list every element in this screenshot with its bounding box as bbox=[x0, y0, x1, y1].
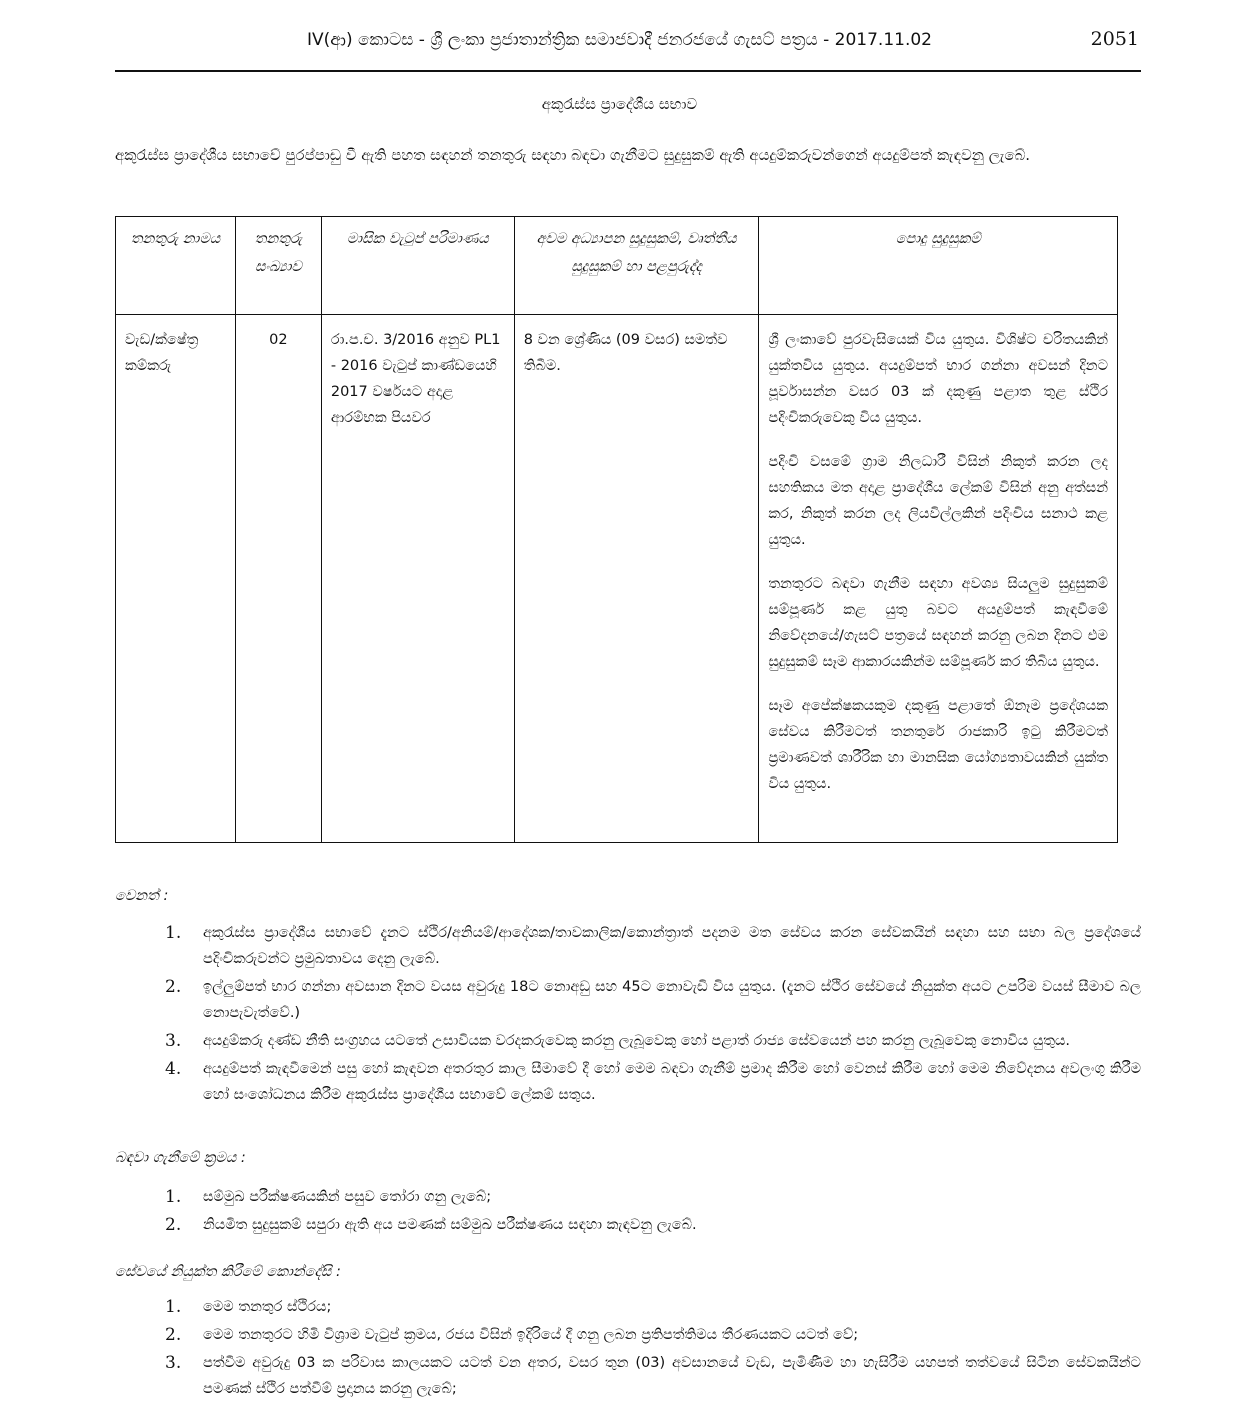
intro-paragraph: අකුරැස්ස ප්‍රාදේශීය සභාවේ පුරප්පාඩු වී ඇති පහත සඳහන් තනතුරු සඳහා බඳවා ගැනීමට සුදුසුකම් ඇති අයදුම්කරුවන්ගෙන් අයදුම්පත් කැඳවනු ලැබේ. bbox=[115, 146, 1031, 164]
cell-post-count: 02 bbox=[235, 315, 321, 843]
item-text: නියමිත සුදුසුකම් සපුරා ඇති අය පමණක් සම්මුඛ පරීක්ෂණය සඳහා කැඳවනු ලැබේ. bbox=[203, 1217, 697, 1233]
list-item bbox=[165, 1350, 1141, 1402]
header-qualifications: අවම අධ්‍යාපන සුදුසුකම්, වෘත්තීය සුදුසුකම් හා පළපුරුද්ද bbox=[514, 217, 759, 315]
table-header-row bbox=[116, 217, 1118, 315]
cell-general-qualifications bbox=[759, 315, 1118, 843]
list-item bbox=[165, 1294, 1141, 1320]
general-qualification-paragraph: තනතුරට බඳවා ගැනීම සඳහා අවශ්‍ය සියලුම සුදුසුකම් සම්පූර්ණ කළ යුතු බවට අයදුම්පත් කැඳවීමේ නිවේදනයේ/ගැසට් පත්‍රයේ සඳහන් කරනු ලබන දිනට එම සුදුසුකම් සෑම ආකාරයකින්ම සම්පූර්ණ කර තිබිය යුතුය. bbox=[768, 576, 1108, 670]
header-general-qualifications: පොදු සුදුසුකම් bbox=[759, 217, 1118, 315]
list-item bbox=[165, 1028, 1141, 1054]
item-text: ඉල්ලුම්පත් භාර ගන්නා අවසාන දිනට වයස අවුරුදු 18ට නොඅඩු සහ 45ට නොවැඩි විය යුතුය. (දැනට ස්ථිර සේවයේ නියුක්ත අයට උපරිම වයස් සීමාව බල නොපැවැත්වේ.) bbox=[203, 979, 1141, 1021]
item-number: 3. bbox=[165, 1353, 182, 1373]
item-number: 1. bbox=[165, 923, 182, 943]
item-text: අයදුම්කරු දණ්ඩ නීති සංග්‍රහය යටතේ උසාවියක වරදකරුවෙකු කරනු ලැබූවෙකු හෝ පළාත් රාජ්‍ය සේවයෙන් පහ කරනු ලැබූවෙකු නොවිය යුතුය. bbox=[203, 1033, 1071, 1049]
item-number: 4. bbox=[165, 1059, 182, 1079]
list-item bbox=[165, 1322, 1141, 1348]
item-number: 2. bbox=[165, 1325, 182, 1345]
recruitment-list bbox=[165, 1184, 1141, 1240]
list-item bbox=[165, 974, 1141, 1026]
list-item bbox=[165, 1212, 1141, 1238]
general-qualification-paragraph: ශ්‍රී ලංකාවේ පුරවැසියෙක් විය යුතුය. විශිෂ්ට චරිතයකින් යුක්තවිය යුතුය. අයදුම්පත් භාර ගන්නා අවසන් දිනට පූර්වාසන්න වසර 03 ක් දකුණු පළාත තුළ ස්ථිර පදිංචිකරුවෙකු විය යුතුය. bbox=[768, 332, 1108, 426]
other-heading: වෙනත් : bbox=[115, 888, 169, 904]
item-number: 3. bbox=[165, 1031, 182, 1051]
list-item bbox=[165, 1056, 1141, 1108]
conditions-list bbox=[165, 1294, 1141, 1404]
cell-salary-scale: රා.ප.ච. 3/2016 අනුව PL1 - 2016 වැටුප් කාණ්ඩයෙහි 2017 වර්ෂයට අදාළ ආරම්භක පියවර bbox=[321, 315, 514, 843]
section-title: අකුරැස්ස ප්‍රාදේශීය සභාව bbox=[541, 95, 698, 113]
cell-qualifications: 8 වන ශ්‍රේණිය (09 වසර) සමත්ව තිබීම. bbox=[514, 315, 759, 843]
list-item bbox=[165, 920, 1141, 972]
item-text: මෙම තනතුරට හිමි විශ්‍රාම වැටුප් ක්‍රමය, රජය විසින් ඉදිරියේ දී ගනු ලබන ප්‍රතිපත්තිමය තීරණයකට යටත් වේ; bbox=[203, 1327, 859, 1343]
header-post-name: තනතුරු නාමය bbox=[116, 217, 236, 315]
item-text: මෙම තනතුර ස්ථිරය; bbox=[203, 1299, 332, 1315]
item-number: 2. bbox=[165, 1215, 182, 1235]
item-number: 1. bbox=[165, 1187, 182, 1207]
general-qualification-paragraph: සෑම අපේක්ෂකයකුම දකුණු පළාතේ ඕනෑම ප්‍රදේශයක සේවය කිරීමටත් තනතුරේ රාජකාරි ඉටු කිරීමටත් ප්‍රමාණවත් ශාරීරික හා මානසික යෝග්‍යතාවයකින් යුක්ත විය යුතුය. bbox=[768, 698, 1108, 792]
gazette-header: IV(ආ) කොටස - ශ්‍රී ලංකා ප්‍රජාතාන්ත්‍රික සමාජවාදී ජනරජයේ ගැසට් පත්‍රය - 2017.11.02 bbox=[307, 30, 932, 50]
header-post-count: තනතුරු සංඛ්‍යාව bbox=[235, 217, 321, 315]
header-salary-scale: මාසික වැටුප් පරිමාණය bbox=[321, 217, 514, 315]
conditions-heading: සේවයේ නියුක්ත කිරීමේ කොන්දේසි : bbox=[115, 1264, 341, 1280]
item-text: අයදුම්පත් කැඳවීමෙන් පසු හෝ කැඳවන අතරතුර කාල සීමාවේ දී හෝ මෙම බඳවා ගැනීම් ප්‍රමාද කිරීම හෝ වෙනස් කිරීම හෝ මෙම නිවේදනය අවලංගු කිරීම හෝ සංශෝධනය කිරීම අකුරැස්ස ප්‍රාදේශීය සභාවේ ලේකම් සතුය. bbox=[203, 1061, 1141, 1103]
header-rule bbox=[115, 70, 1141, 72]
item-number: 2. bbox=[165, 977, 182, 997]
item-text: අකුරැස්ස ප්‍රාදේශීය සභාවේ දැනට ස්ථිර/අනියම්/ආදේශක/තාවකාලික/කොන්ත්‍රාත් පදනම මත සේවය කරන සේවකයින් සඳහා සහ සභා බල ප්‍රදේශයේ පදිංචිකරුවන්ට ප්‍රමුඛතාවය දෙනු ලැබේ. bbox=[203, 925, 1141, 967]
item-text: සම්මුඛ පරීක්ෂණයකින් පසුව තෝරා ගනු ලැබේ; bbox=[203, 1189, 492, 1205]
general-qualification-paragraph: පදිංචි වසමේ ග්‍රාම නිලධාරී විසින් නිකුත් කරන ලද සහතිකය මත අදාළ ප්‍රාදේශීය ලේකම් විසින් අනු අත්සන් කර, නිකුත් කරන ලද ලියවිල්ලකින් පදිංචිය සනාථ කළ යුතුය. bbox=[768, 454, 1108, 548]
table-row bbox=[116, 315, 1118, 843]
cell-post-name: වැඩ/ක්ෂේත්‍ර කම්කරු bbox=[116, 315, 236, 843]
item-number: 1. bbox=[165, 1297, 182, 1317]
page-number: 2051 bbox=[1090, 28, 1139, 50]
item-text: පත්වීම අවුරුදු 03 ක පරිවාස කාලයකට යටත් වන අතර, වසර තුන (03) අවසානයේ වැඩ, පැමිණීම හා හැසිරීම යහපත් තත්වයේ සිටින සේවකයින්ට පමණක් ස්ථිර පත්වීම් ප්‍රදානය කරනු ලැබේ; bbox=[203, 1355, 1141, 1397]
positions-table bbox=[115, 216, 1118, 843]
other-list bbox=[165, 920, 1141, 1110]
recruitment-heading: බඳවා ගැනීමේ ක්‍රමය : bbox=[115, 1150, 246, 1166]
list-item bbox=[165, 1184, 1141, 1210]
